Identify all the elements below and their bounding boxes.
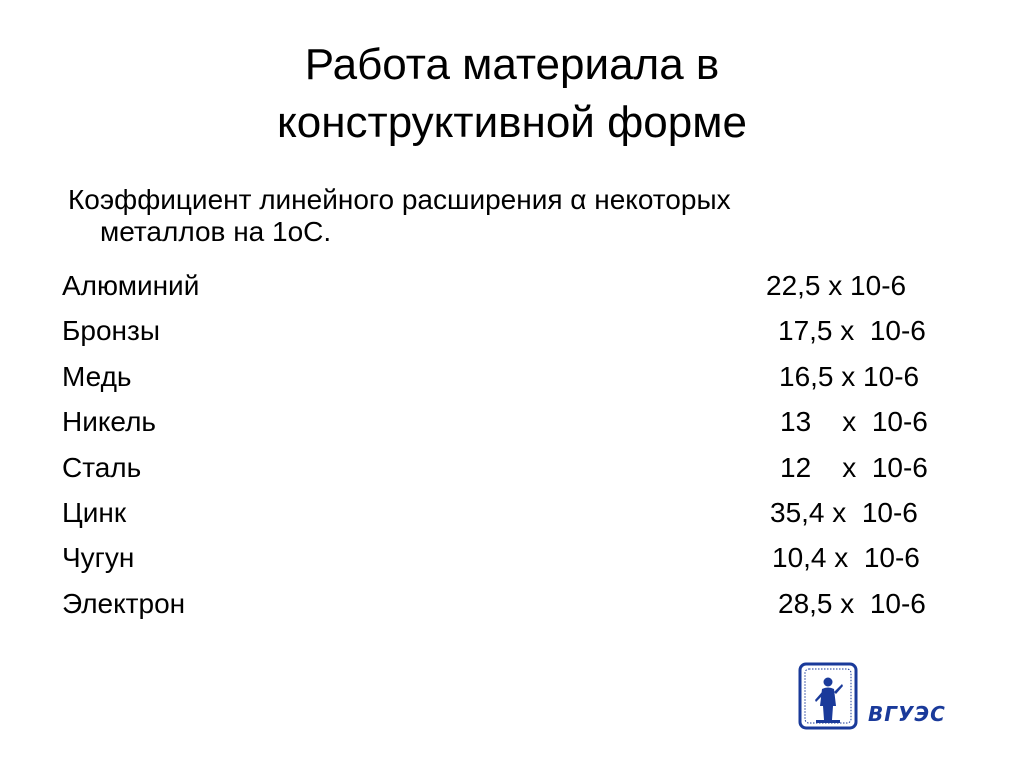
coefficient-value: 28,5 х 10-6 <box>778 587 926 619</box>
list-item-zinc <box>62 490 982 535</box>
metal-name: Алюминий <box>62 270 200 301</box>
list-item-bronze <box>62 308 982 353</box>
logo-text: ВГУЭС <box>868 702 946 726</box>
coefficient-value: 12 х 10-6 <box>780 451 928 483</box>
list-item-copper <box>62 354 982 399</box>
coefficient-value: 16,5 х 10-6 <box>779 360 920 392</box>
list-item-aluminium <box>62 263 982 308</box>
metal-name: Чугун <box>62 542 135 574</box>
coefficient-value: 22,5 х 10-6 <box>766 270 907 301</box>
list-item-cast-iron <box>62 535 982 580</box>
coefficient-value: 10,4 х 10-6 <box>772 542 920 574</box>
coefficient-value: 13 х 10-6 <box>780 406 928 438</box>
metal-name: Никель <box>62 406 156 438</box>
list-item-steel <box>62 445 982 490</box>
emblem-icon <box>798 662 858 730</box>
list-item-nickel <box>62 399 982 444</box>
metal-name: Электрон <box>62 587 186 619</box>
university-logo <box>798 662 948 732</box>
subtitle-line-1: Коэффициент линейного расширения α некоторых <box>68 184 731 215</box>
coefficient-value: 17,5 х 10-6 <box>778 315 926 347</box>
metal-name: Бронзы <box>62 315 160 347</box>
title-line-1: Работа материала в <box>304 40 720 89</box>
slide-title <box>0 36 1024 152</box>
metals-list <box>62 263 982 626</box>
metal-name: Цинк <box>62 496 127 528</box>
title-line-2: конструктивной форме <box>277 98 747 147</box>
coefficient-value: 35,4 х 10-6 <box>770 496 918 528</box>
subtitle-line-2: металлов на 1оС. <box>100 216 332 247</box>
subtitle <box>68 184 948 248</box>
metal-name: Медь <box>62 360 132 392</box>
list-item-elektron <box>62 581 982 626</box>
metal-name: Сталь <box>62 451 142 483</box>
